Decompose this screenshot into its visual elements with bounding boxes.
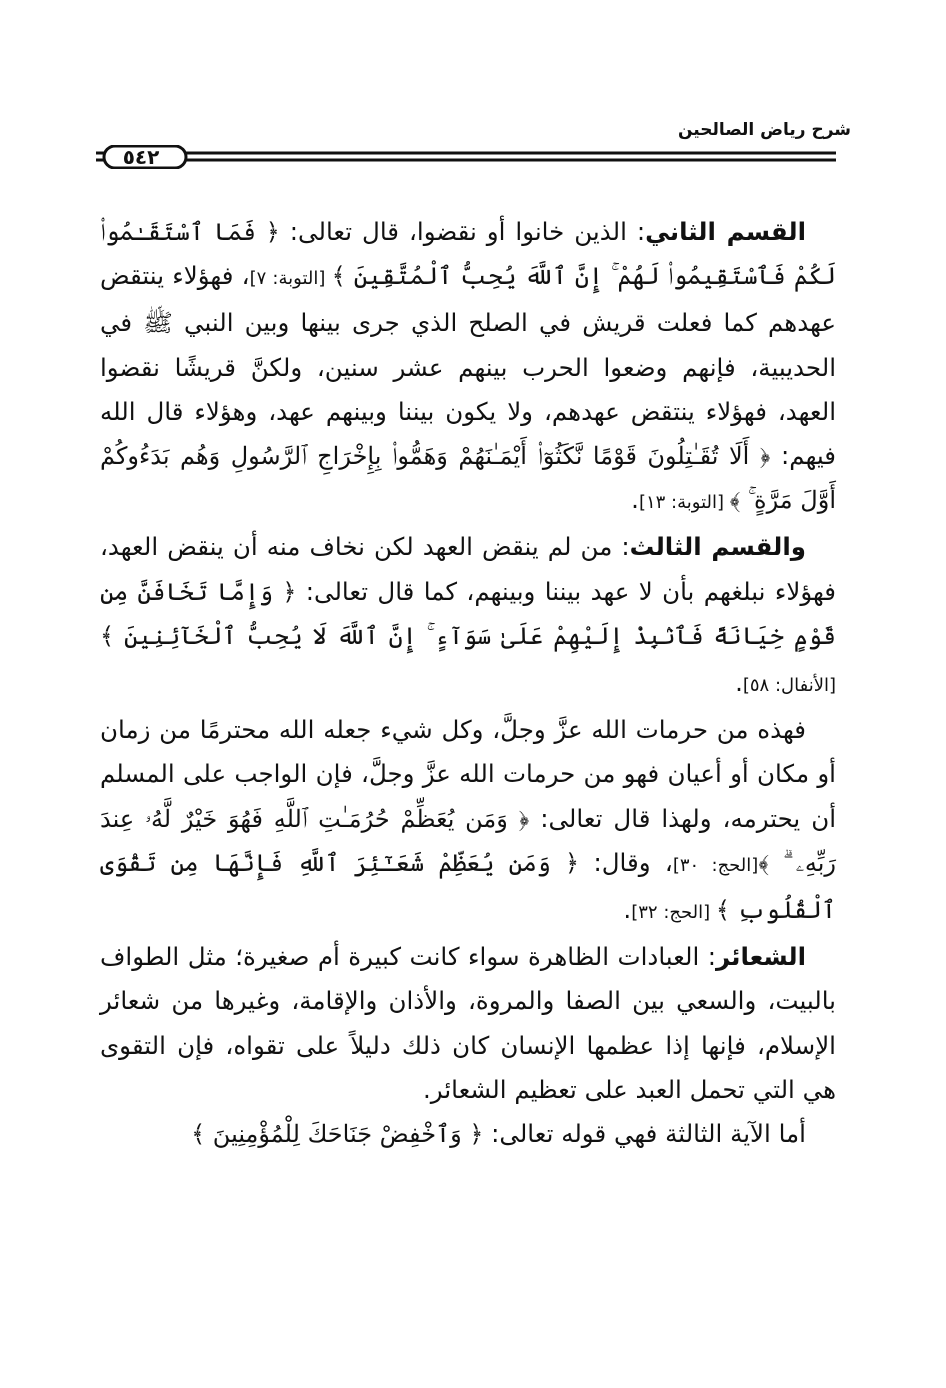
- paragraph-text: : من لم ينقض العهد لكن نخاف منه أن ينقض العهد، فهؤلاء نبلغهم بأن لا عهد بيننا وبينهم، كما قال تعالى:: [100, 532, 836, 606]
- paragraph-text: .: [623, 895, 632, 925]
- verse-reference: [التوبة: ١٣]: [638, 492, 730, 514]
- paragraph: [100, 708, 836, 935]
- verse-reference: [الأنفال: ٥٨]: [742, 675, 836, 697]
- verse-reference: [الحج: ٣٠]: [672, 854, 759, 876]
- paragraph-text: فهذه من حرمات الله عزَّ وجلَّ، وكل شيء جعله الله محترمًا من زمان أو مكان أو أعيان فهو من حرمات الله عزَّ وجلَّ، فإن الواجب على المسلم أن يحترمه، ولهذا قال تعالى:: [100, 715, 836, 833]
- paragraph-text: .: [631, 485, 639, 515]
- paragraph-text: ، وقال:: [579, 847, 673, 877]
- quran-verse: ﴿ وَإِمَّا تَخَافَنَّ مِن قَوْمٍ خِيَانَةً فَٱنۢبِذْ إِلَيْهِمْ عَلَىٰ سَوَآءٍ ۚ إِنَّ ٱللَّهَ لَا يُحِبُّ ٱلْخَآئِنِينَ ﴾: [100, 577, 836, 650]
- paragraph-lead: القسم الثاني: [645, 217, 806, 246]
- paragraph-lead: الشعائر: [716, 942, 806, 972]
- paragraph-lead: والقسم الثالث: [629, 532, 806, 562]
- quran-verse: ﴿ أَلَا تُقَـٰتِلُونَ قَوْمًا نَّكَثُوٓا۟ أَيْمَـٰنَهُمْ وَهَمُّوا۟ بِإِخْرَاجِ ٱلرَّسُولِ وَهُم بَدَءُوكُمْ أَوَّلَ مَرَّةٍ ۚ ﴾: [100, 442, 836, 515]
- paragraph-text: ، فهؤلاء ينتقض عهدهم كما فعلت قريش في الصلح الذي جرى بينها وبين النبي ﷺ في الحديبية، فإنهم وضعوا الحرب بينهم عشر سنين، ولكنَّ قريشًا نقضوا العهد، فهؤلاء ينتقض عهدهم، ولا يكون بيننا وبينهم عهد، وهؤلاء قال الله فيهم:: [100, 261, 836, 471]
- paragraph-text: أما الآية الثالثة فهي قوله تعالى:: [483, 1119, 806, 1149]
- page-number: ٥٤٢: [122, 145, 160, 169]
- verse-reference: [الحج: ٣٢]: [631, 902, 716, 924]
- running-title: شرح رياض الصالحين: [677, 120, 851, 140]
- body-text: [100, 210, 836, 1156]
- verse-reference: [التوبة: ٧]: [249, 268, 332, 290]
- paragraph: [100, 935, 836, 1112]
- quran-verse: ﴿ وَٱخْفِضْ جَنَاحَكَ لِلْمُؤْمِنِينَ ﴾: [191, 1120, 484, 1149]
- paragraph: [100, 210, 836, 525]
- paragraph: [100, 1112, 836, 1156]
- paragraph: [100, 525, 836, 708]
- paragraph-text: .: [735, 668, 743, 698]
- quran-verse: ﴿ وَمَن يُعَظِّمْ شَعَـٰٓئِرَ ٱللَّهِ فَإِنَّهَا مِن تَقْوَى ٱلْقُلُوبِ ﴾: [100, 848, 836, 925]
- quran-verse: ﴿ فَمَا ٱسْتَقَـٰمُوا۟ لَكُمْ فَٱسْتَقِيمُوا۟ لَهُمْ ۚ إِنَّ ٱللَّهَ يُحِبُّ ٱلْمُتَّقِينَ ﴾: [100, 218, 837, 291]
- paragraph-text: : الذين خانوا أو نقضوا، قال تعالى:: [279, 217, 646, 246]
- quran-verse: ﴿ وَمَن يُعَظِّمْ حُرُمَـٰتِ ٱللَّهِ فَهُوَ خَيْرٌ لَّهُۥ عِندَ رَبِّهِۦ ۗ ﴾: [100, 804, 836, 877]
- header-rule: [96, 145, 836, 169]
- paragraph-text: : العبادات الظاهرة سواء كانت كبيرة أم صغيرة؛ مثل الطواف بالبيت، والسعي بين الصفا والمروة، والأذان والإقامة، وغيرها من شعائر الإسلام، فإنها إذا عظمها الإنسان كان ذلك دليلاً على تقواه، فإن التقوى هي التي تحمل العبد على تعظيم الشعائر.: [100, 942, 836, 1104]
